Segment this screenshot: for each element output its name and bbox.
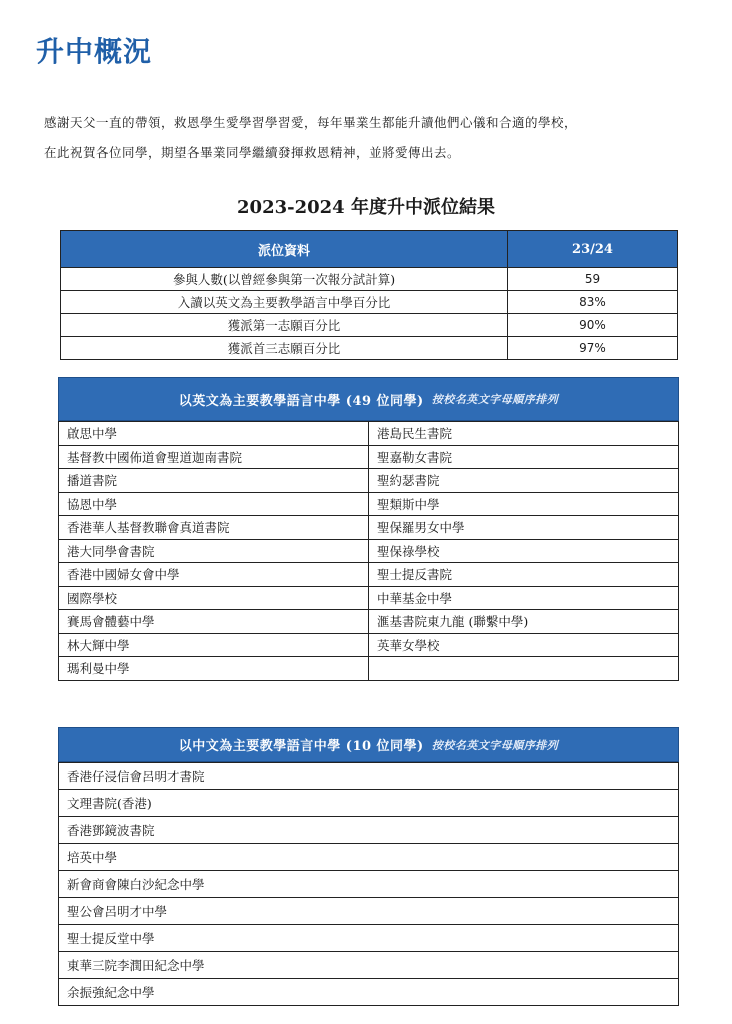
school-name: 聖嘉勒女書院: [369, 445, 679, 469]
school-name: 聖公會呂明才中學: [59, 898, 679, 925]
table-row: [59, 492, 679, 516]
school-name: 聖約瑟書院: [369, 469, 679, 493]
school-name: 英華女學校: [369, 633, 679, 657]
summary-value: 83%: [508, 291, 678, 314]
table-row: [59, 657, 679, 681]
summary-label: 入讀以英文為主要教學語言中學百分比: [61, 291, 508, 314]
table-row: [61, 314, 678, 337]
english-section-header: [58, 377, 679, 421]
table-row: [59, 445, 679, 469]
school-name: 林大輝中學: [59, 633, 369, 657]
chinese-schools-table: [58, 762, 679, 1006]
intro-line-2: 在此祝賀各位同學，期望各畢業同學繼續發揮救恩精神，並將愛傳出去。: [44, 145, 461, 160]
page-title: 升中概況: [36, 35, 153, 68]
school-name: 聖士提反書院: [369, 563, 679, 587]
summary-header-year: 23/24: [508, 231, 678, 268]
school-name: 余振強紀念中學: [59, 979, 679, 1006]
table-row: [61, 268, 678, 291]
school-name: 賽馬會體藝中學: [59, 610, 369, 634]
summary-value: 90%: [508, 314, 678, 337]
table-row: [59, 952, 679, 979]
school-name: 播道書院: [59, 469, 369, 493]
table-row: [59, 539, 679, 563]
school-name: 培英中學: [59, 844, 679, 871]
school-name: 聖類斯中學: [369, 492, 679, 516]
school-name: 啟思中學: [59, 422, 369, 446]
table-row: [59, 790, 679, 817]
school-name: 東華三院李潤田紀念中學: [59, 952, 679, 979]
table-row: [59, 844, 679, 871]
chinese-section-note: 按校名英文字母順序排列: [431, 738, 559, 752]
summary-label: 獲派第一志願百分比: [61, 314, 508, 337]
table-row: [61, 337, 678, 360]
school-name: 滙基書院東九龍 (聯繫中學): [369, 610, 679, 634]
school-name: 香港中國婦女會中學: [59, 563, 369, 587]
summary-header-row: [61, 231, 678, 268]
table-row: [59, 563, 679, 587]
school-name: 聖士提反堂中學: [59, 925, 679, 952]
school-name: 協恩中學: [59, 492, 369, 516]
table-row: [59, 516, 679, 540]
chinese-section-title: 以中文為主要教學語言中學 (10 位同學): [178, 739, 424, 754]
intro-text: [44, 108, 694, 168]
school-name: 港島民生書院: [369, 422, 679, 446]
summary-header-label: 派位資料: [61, 231, 508, 268]
english-section-title: 以英文為主要教學語言中學 (49 位同學): [178, 393, 424, 409]
table-row: [59, 633, 679, 657]
school-name: 新會商會陳白沙紀念中學: [59, 871, 679, 898]
summary-value: 59: [508, 268, 678, 291]
table-row: [59, 586, 679, 610]
table-row: [59, 979, 679, 1006]
chinese-section-header: [58, 727, 679, 762]
summary-table: [60, 230, 678, 360]
school-name: 香港華人基督教聯會真道書院: [59, 516, 369, 540]
school-name: 基督教中國佈道會聖道迦南書院: [59, 445, 369, 469]
school-name: 香港鄧鏡波書院: [59, 817, 679, 844]
school-name: [369, 657, 679, 681]
english-schools-table: [58, 421, 679, 681]
school-name: 國際學校: [59, 586, 369, 610]
school-name: 文理書院(香港): [59, 790, 679, 817]
table-row: [59, 763, 679, 790]
english-section-note: 按校名英文字母順序排列: [431, 393, 559, 406]
table-row: [59, 898, 679, 925]
table-row: [59, 925, 679, 952]
table-row: [59, 610, 679, 634]
results-title: 2023-2024 年度升中派位結果: [237, 197, 495, 218]
intro-line-1: 感謝天父一直的帶領，救恩學生愛學習學習愛，每年畢業生都能升讀他們心儀和合適的學校，: [44, 115, 578, 130]
school-name: 瑪利曼中學: [59, 657, 369, 681]
table-row: [59, 422, 679, 446]
summary-label: 獲派首三志願百分比: [61, 337, 508, 360]
summary-value: 97%: [508, 337, 678, 360]
school-name: 港大同學會書院: [59, 539, 369, 563]
school-name: 香港仔浸信會呂明才書院: [59, 763, 679, 790]
school-name: 聖保祿學校: [369, 539, 679, 563]
summary-label: 參與人數(以曾經參與第一次報分試計算): [61, 268, 508, 291]
school-name: 聖保羅男女中學: [369, 516, 679, 540]
school-name: 中華基金中學: [369, 586, 679, 610]
table-row: [59, 469, 679, 493]
table-row: [59, 871, 679, 898]
table-row: [59, 817, 679, 844]
table-row: [61, 291, 678, 314]
